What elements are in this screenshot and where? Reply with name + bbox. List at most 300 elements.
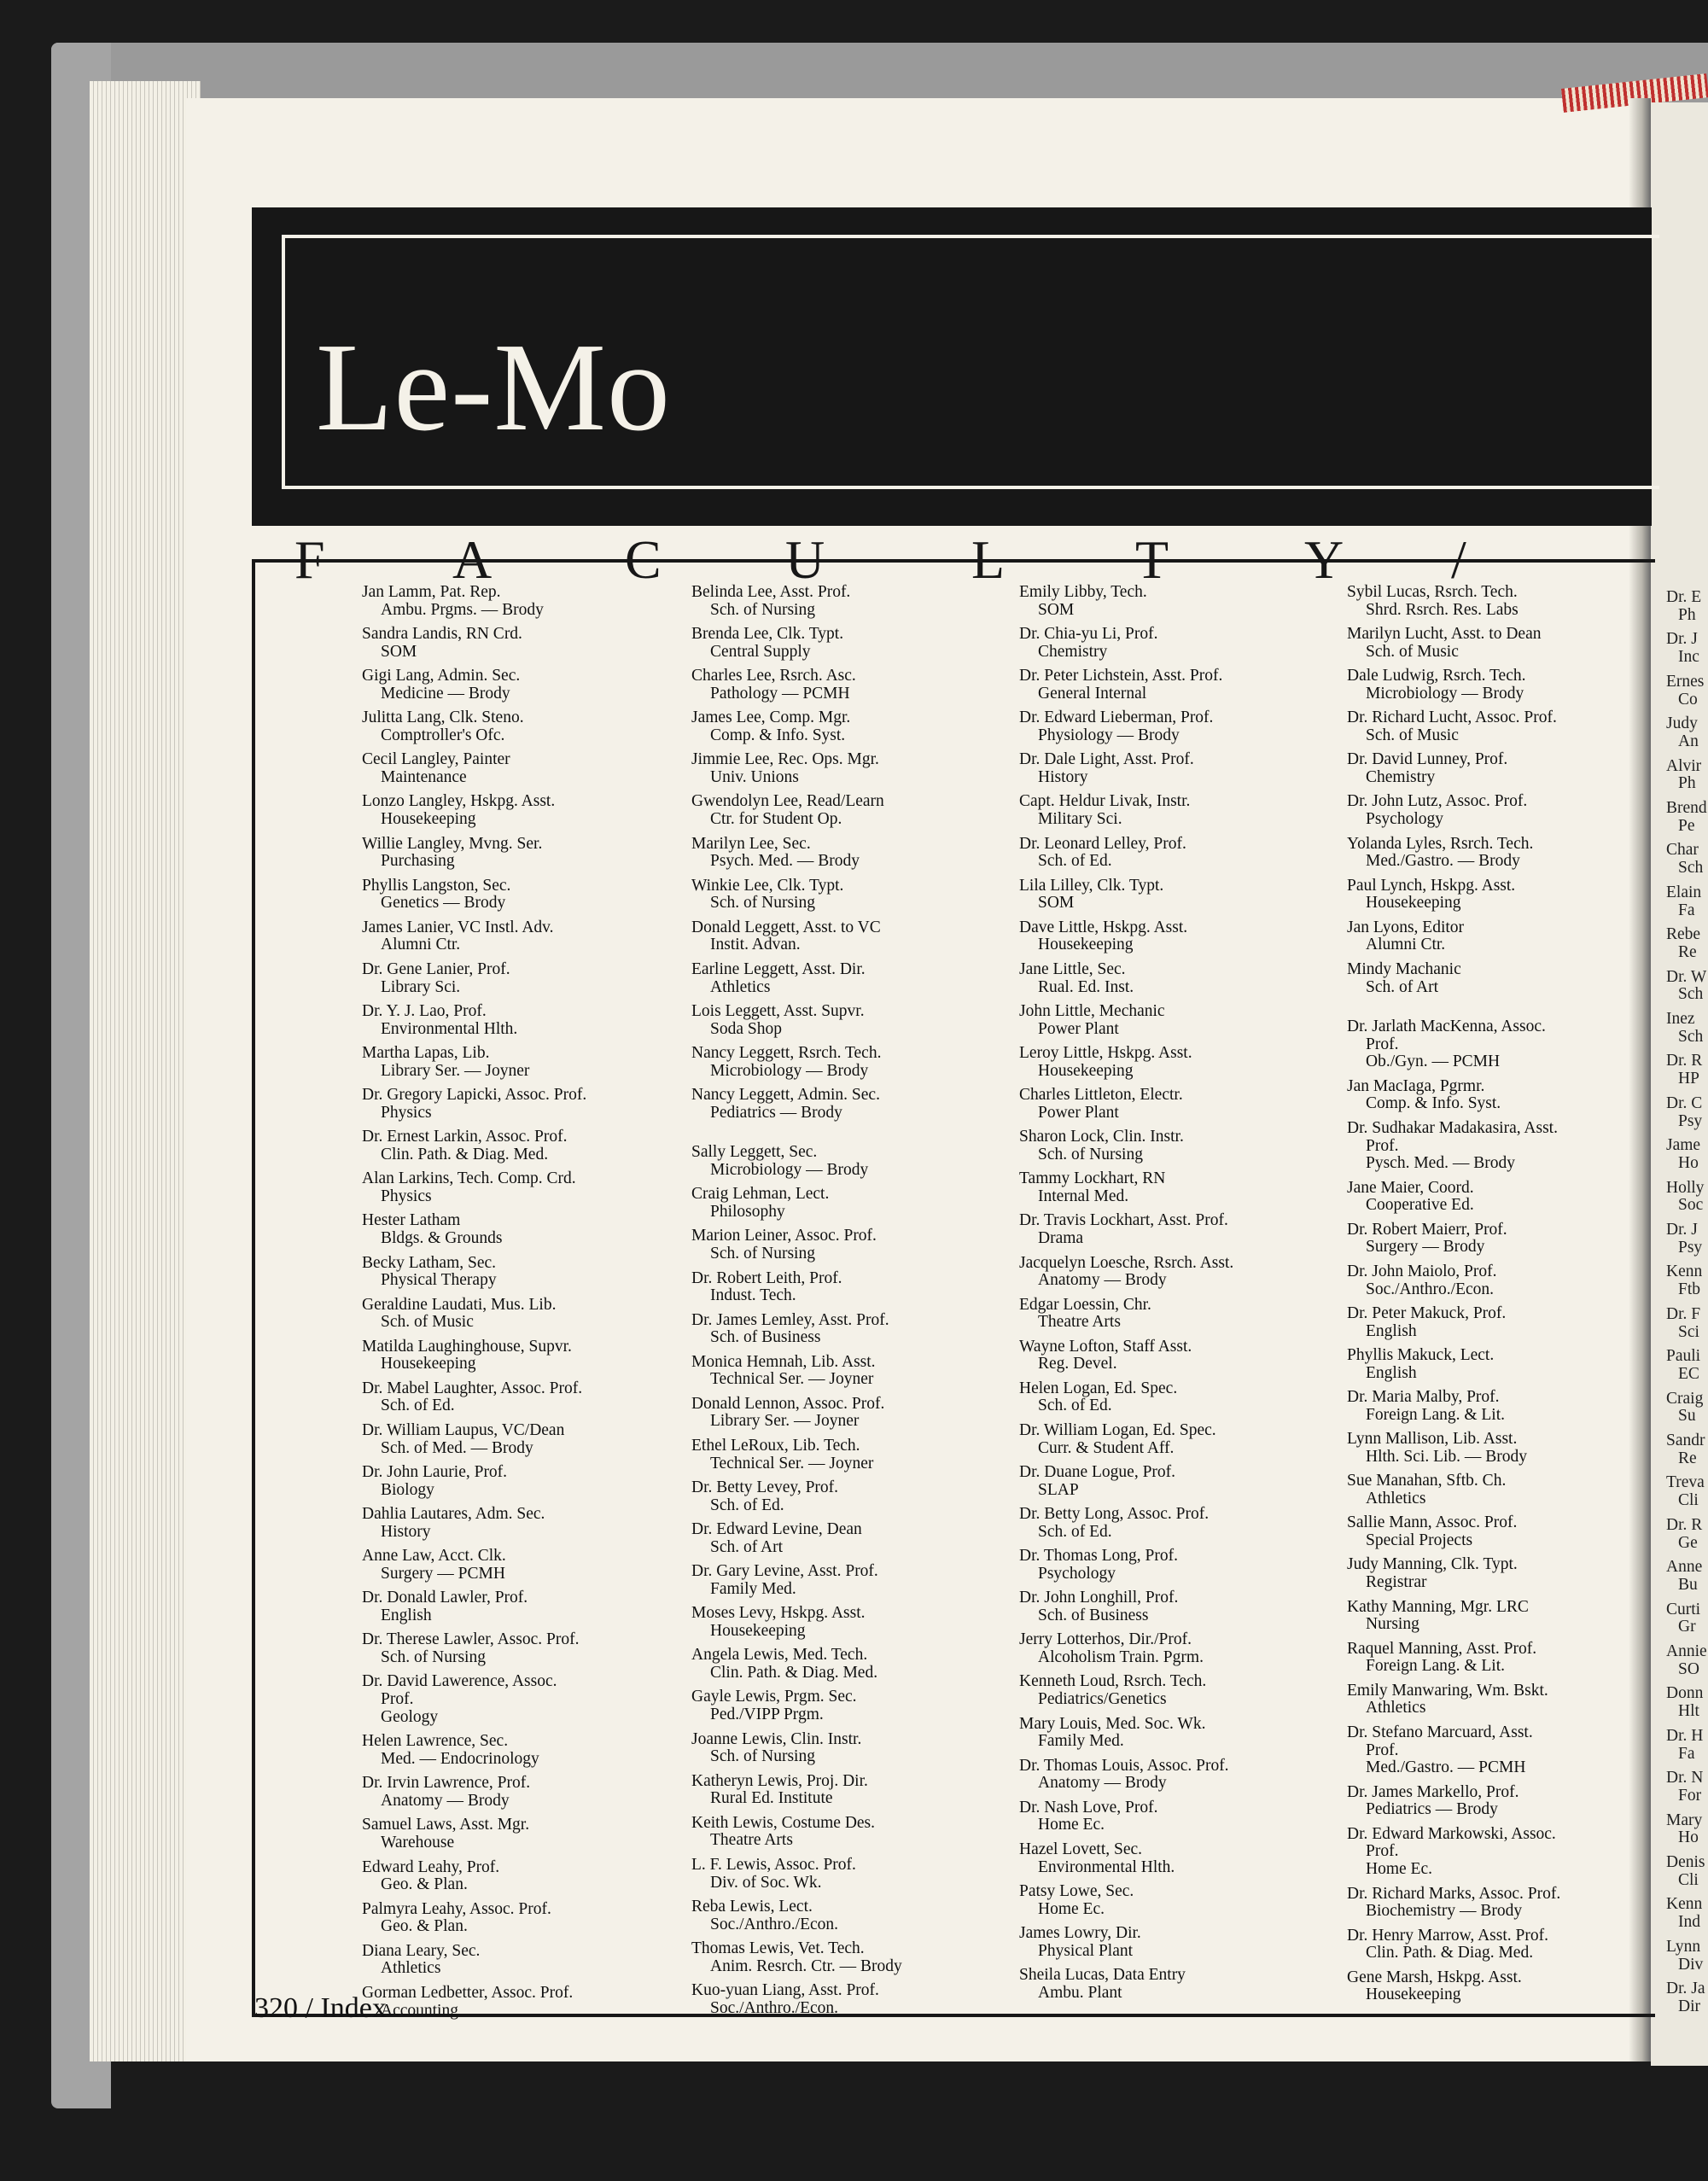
fragment-line: Fa: [1678, 1744, 1695, 1763]
entry-department: Anatomy — Brody: [1038, 1271, 1167, 1290]
section-letter: /: [1451, 529, 1466, 590]
index-entry: [1347, 1180, 1663, 1215]
entry-name: Monica Hemnah, Lib. Asst.: [691, 1352, 876, 1371]
fragment-line: Sch: [1678, 1027, 1704, 1046]
entry-department: Sch. of Art: [710, 1537, 784, 1556]
entry-department: Chemistry: [1366, 768, 1436, 787]
entry-name: Palmyra Leahy, Assoc. Prof.: [362, 1899, 551, 1918]
entry-department: Chemistry: [1038, 642, 1108, 661]
entry-department: Microbiology — Brody: [1366, 684, 1524, 703]
index-entry: [362, 1128, 678, 1163]
entry-name: Dr. William Logan, Ed. Spec.: [1019, 1420, 1216, 1439]
fragment-line: Ernes: [1666, 672, 1705, 691]
fragment-line: Dr. R: [1666, 1515, 1703, 1534]
entry-name: James Lanier, VC Instl. Adv.: [362, 918, 554, 936]
entry-department: Hlth. Sci. Lib. — Brody: [1366, 1447, 1528, 1466]
fragment-line: Sandr: [1666, 1432, 1705, 1449]
entry-name: Dr. David Lunney, Prof.: [1347, 750, 1508, 769]
entry-department: Prof.: [1366, 1035, 1399, 1053]
fragment-line: Dr. C: [1666, 1093, 1703, 1112]
entry-name: Geraldine Laudati, Mus. Lib.: [362, 1295, 557, 1314]
entry-name: Dr. James Markello, Prof.: [1347, 1782, 1519, 1801]
adjacent-entry-fragment: [1666, 1180, 1704, 1215]
entry-department: Comp. & Info. Syst.: [1366, 1094, 1501, 1113]
entry-department: Sch. of Business: [1038, 1606, 1149, 1624]
page-footer: 320 / Index: [254, 1992, 387, 2024]
entry-department: Sch. of Ed.: [1038, 1397, 1112, 1415]
index-entry: [1347, 793, 1663, 828]
fragment-line: Lynn: [1666, 1937, 1701, 1956]
fragment-line: Cli: [1678, 1870, 1699, 1889]
entry-department: Ctr. for Student Op.: [710, 810, 842, 829]
entry-department: Accounting: [381, 2001, 458, 2020]
entry-department: Nursing: [1366, 1615, 1419, 1634]
book-cover-top: [51, 43, 1708, 102]
entry-name: Dr. Richard Lucht, Assoc. Prof.: [1347, 709, 1557, 727]
entry-department: Comptroller's Ofc.: [381, 726, 505, 744]
index-entry: [691, 961, 1007, 996]
adjacent-entry-fragment: [1666, 1263, 1702, 1298]
entry-department: SOM: [381, 642, 417, 661]
index-entry: [1347, 1969, 1663, 2004]
adjacent-entry-fragment: [1666, 1559, 1702, 1594]
entry-department: Theatre Arts: [1038, 1313, 1121, 1332]
entry-department: Soc./Anthro./Econ.: [710, 1915, 839, 1933]
fragment-line: Pauli: [1666, 1347, 1701, 1366]
index-entry: [1019, 1925, 1335, 1960]
index-entry: [1347, 709, 1663, 744]
index-entry: [1347, 1389, 1663, 1424]
index-entry: [362, 1338, 678, 1373]
entry-department: Sch. of Nursing: [381, 1648, 486, 1667]
index-entry: [691, 1087, 1007, 1122]
index-entry: [362, 1775, 678, 1810]
entry-name: Helen Logan, Ed. Spec.: [1019, 1379, 1178, 1397]
entry-department: Soc./Anthro./Econ.: [1366, 1280, 1495, 1298]
entry-name: Sally Leggett, Sec.: [691, 1143, 818, 1162]
index-entry: [1019, 1716, 1335, 1751]
entry-department: Environmental Hlth.: [1038, 1857, 1175, 1876]
entry-name: Dave Little, Hskpg. Asst.: [1019, 918, 1188, 936]
index-entry: [1347, 1556, 1663, 1591]
entry-department: Housekeeping: [1038, 936, 1134, 954]
index-entry: [1019, 1548, 1335, 1583]
fragment-line: Denis: [1666, 1853, 1705, 1871]
adjacent-entry-fragment: [1666, 1432, 1705, 1467]
entry-name: Patsy Lowe, Sec.: [1019, 1881, 1134, 1900]
entry-name: Martha Lapas, Lib.: [362, 1044, 490, 1063]
entry-department: Sch. of Ed.: [1038, 1522, 1112, 1541]
entry-department: Athletics: [1366, 1699, 1426, 1717]
fragment-line: Gr: [1678, 1618, 1696, 1636]
entry-name: Dr. Nash Love, Prof.: [1019, 1798, 1158, 1817]
entry-department: Athletics: [710, 977, 771, 996]
adjacent-entry-fragment: [1666, 758, 1701, 793]
entry-name: Craig Lehman, Lect.: [691, 1185, 830, 1204]
entry-department: Prof.: [1366, 1741, 1399, 1759]
entry-department: Geo. & Plan.: [381, 1917, 468, 1936]
index-entry: [691, 1563, 1007, 1598]
entry-name: Dr. Duane Logue, Prof.: [1019, 1462, 1176, 1481]
entry-name: Jan Lyons, Editor: [1347, 918, 1465, 936]
entry-department: Biochemistry — Brody: [1366, 1902, 1523, 1921]
index-entry: [1347, 1263, 1663, 1298]
index-column-2: [691, 584, 1007, 2024]
fragment-line: Brend: [1666, 799, 1707, 817]
fragment-line: Judy: [1666, 714, 1698, 733]
entry-department: Pathology — PCMH: [710, 684, 850, 703]
index-entry: [1019, 961, 1335, 996]
entry-department: Sch. of Nursing: [710, 1747, 815, 1766]
entry-department: Pediatrics — Brody: [1366, 1800, 1498, 1819]
adjacent-entry-fragment: [1666, 1517, 1702, 1552]
entry-name: Dr. Edward Lieberman, Prof.: [1019, 709, 1214, 727]
index-entry: [1347, 836, 1663, 871]
fragment-line: Donn: [1666, 1684, 1704, 1703]
entry-name: Dr. John Lutz, Assoc. Prof.: [1347, 792, 1528, 811]
fragment-line: Kenn: [1666, 1895, 1703, 1914]
fragment-line: Inc: [1678, 648, 1699, 667]
entry-department: Ambu. Plant: [1038, 1983, 1122, 2002]
entry-name: Emily Libby, Tech.: [1019, 583, 1147, 601]
index-entry: [362, 584, 678, 619]
entry-department: Ambu. Prgms. — Brody: [381, 600, 544, 619]
fragment-line: Hlt: [1678, 1702, 1699, 1721]
adjacent-entry-fragment: [1666, 842, 1703, 877]
entry-department: Alcoholism Train. Pgrm.: [1038, 1648, 1204, 1667]
index-entry: [362, 626, 678, 661]
index-column-3: [1019, 584, 1335, 2009]
entry-department: Military Sci.: [1038, 810, 1122, 829]
entry-name: Dr. Robert Maierr, Prof.: [1347, 1220, 1507, 1239]
adjacent-entry-fragment: [1666, 926, 1700, 961]
entry-department: Technical Ser. — Joyner: [710, 1454, 874, 1472]
fragment-line: Pe: [1678, 816, 1695, 835]
fragment-line: Elain: [1666, 883, 1702, 901]
fragment-line: Dr. J: [1666, 630, 1698, 649]
entry-name: Leroy Little, Hskpg. Asst.: [1019, 1044, 1192, 1063]
index-entry: [362, 1297, 678, 1332]
index-entry: [691, 1437, 1007, 1472]
entry-department: Housekeeping: [1038, 1061, 1134, 1080]
index-entry: [1347, 668, 1663, 703]
entry-name: Gorman Ledbetter, Assoc. Prof.: [362, 1983, 574, 2002]
entry-name: Dr. Peter Makuck, Prof.: [1347, 1303, 1507, 1322]
index-entry: [1347, 1826, 1663, 1879]
index-entry: [362, 1985, 678, 2020]
adjacent-entry-fragment: [1666, 1770, 1703, 1805]
index-entry: [691, 1354, 1007, 1389]
index-entry: [1347, 1682, 1663, 1717]
entry-department: Psychology: [1038, 1564, 1116, 1583]
index-entry: [362, 709, 678, 744]
index-entry: [1019, 584, 1335, 619]
adjacent-entry-fragment: [1666, 1095, 1702, 1130]
adjacent-entry-fragment: [1666, 1854, 1705, 1889]
index-entry: [1019, 1087, 1335, 1122]
index-entry: [1347, 1724, 1663, 1777]
entry-department: Theatre Arts: [710, 1831, 793, 1850]
fragment-line: Dr. E: [1666, 588, 1702, 606]
entry-name: Becky Latham, Sec.: [362, 1253, 497, 1272]
entry-department: Biology: [381, 1480, 434, 1499]
index-entry: [1019, 1506, 1335, 1541]
entry-name: James Lowry, Dir.: [1019, 1924, 1141, 1942]
entry-name: Phyllis Langston, Sec.: [362, 876, 511, 895]
adjacent-entry-fragment: [1666, 1306, 1700, 1341]
entry-name: Judy Manning, Clk. Typt.: [1347, 1555, 1518, 1574]
entry-department: Med./Gastro. — PCMH: [1366, 1758, 1526, 1777]
entry-name: Dr. Maria Malby, Prof.: [1347, 1388, 1500, 1407]
index-entry: [1347, 1078, 1663, 1113]
index-entry: [691, 1045, 1007, 1080]
fragment-line: Cli: [1678, 1491, 1699, 1510]
section-letter: L: [971, 529, 1006, 590]
entry-name: Nancy Leggett, Admin. Sec.: [691, 1086, 880, 1105]
index-entry: [362, 1733, 678, 1768]
index-entry: [1019, 1128, 1335, 1163]
entry-name: Dr. Sudhakar Madakasira, Asst.: [1347, 1118, 1558, 1137]
entry-department: SLAP: [1038, 1480, 1079, 1499]
entry-department: Pysch. Med. — Brody: [1366, 1154, 1515, 1173]
entry-name: Sallie Mann, Assoc. Prof.: [1347, 1513, 1518, 1532]
entry-department: Power Plant: [1038, 1019, 1119, 1038]
entry-name: Anne Law, Acct. Clk.: [362, 1547, 506, 1566]
index-entry: [691, 793, 1007, 828]
fragment-line: Char: [1666, 841, 1699, 860]
index-entry: [691, 626, 1007, 661]
entry-department: Maintenance: [381, 768, 467, 787]
entry-department: Athletics: [381, 1959, 441, 1978]
entry-department: Soc./Anthro./Econ.: [710, 1998, 839, 2017]
fragment-line: Sci: [1678, 1322, 1699, 1341]
index-entry: [362, 1255, 678, 1290]
entry-department: Physical Plant: [1038, 1941, 1134, 1960]
entry-name: Lonzo Langley, Hskpg. Asst.: [362, 792, 556, 811]
index-entry: [362, 836, 678, 871]
fragment-line: Dr. R: [1666, 1052, 1703, 1070]
fragment-line: Rebe: [1666, 925, 1701, 944]
adjacent-entry-fragment: [1666, 1011, 1703, 1046]
adjacent-entry-fragment: [1666, 1896, 1702, 1931]
entry-name: Dr. Travis Lockhart, Asst. Prof.: [1019, 1211, 1228, 1230]
entry-name: Keith Lewis, Costume Des.: [691, 1813, 876, 1832]
entry-name: Capt. Heldur Livak, Instr.: [1019, 792, 1191, 811]
index-entry: [691, 1898, 1007, 1933]
entry-name: Dale Ludwig, Rsrch. Tech.: [1347, 667, 1526, 685]
fragment-line: Ph: [1678, 774, 1696, 793]
fragment-line: Dr. W: [1666, 967, 1707, 986]
fragment-line: Ftb: [1678, 1280, 1701, 1299]
entry-name: Donald Leggett, Asst. to VC: [691, 918, 881, 936]
entry-name: Brenda Lee, Clk. Typt.: [691, 625, 844, 644]
entry-department: Foreign Lang. & Lit.: [1366, 1405, 1506, 1424]
entry-department: Foreign Lang. & Lit.: [1366, 1657, 1506, 1676]
fragment-line: Treva: [1666, 1473, 1705, 1492]
index-entry: [1019, 919, 1335, 954]
index-entry: [1019, 1170, 1335, 1205]
entry-name: Dr. John Maiolo, Prof.: [1347, 1262, 1497, 1280]
fragment-line: Su: [1678, 1407, 1696, 1426]
index-entry: [691, 1479, 1007, 1514]
entry-department: General Internal: [1038, 684, 1147, 703]
index-entry: [1347, 1886, 1663, 1921]
entry-name: Dr. David Lawerence, Assoc.: [362, 1672, 557, 1691]
entry-department: Technical Ser. — Joyner: [710, 1370, 874, 1389]
entry-name: Winkie Lee, Clk. Typt.: [691, 876, 844, 895]
fragment-line: Psy: [1678, 1111, 1703, 1130]
entry-department: Div. of Soc. Wk.: [710, 1873, 822, 1892]
entry-department: Sch. of Nursing: [710, 894, 815, 913]
entry-name: Jane Little, Sec.: [1019, 959, 1126, 978]
entry-department: Microbiology — Brody: [710, 1061, 869, 1080]
entry-department: Sch. of Music: [381, 1313, 474, 1332]
entry-name: Matilda Laughinghouse, Supvr.: [362, 1337, 572, 1356]
entry-department: English: [1366, 1363, 1417, 1382]
entry-department: Drama: [1038, 1229, 1084, 1248]
index-entry: [691, 1982, 1007, 2017]
entry-name: Lois Leggett, Asst. Supvr.: [691, 1001, 865, 1020]
fragment-line: EC: [1678, 1364, 1699, 1383]
fragment-line: Kenn: [1666, 1263, 1703, 1281]
entry-department: Warehouse: [381, 1834, 455, 1852]
adjacent-entry-fragment: [1666, 715, 1699, 750]
entry-department: Psychology: [1366, 810, 1444, 829]
index-entry: [1019, 709, 1335, 744]
entry-department: Microbiology — Brody: [710, 1160, 869, 1179]
index-entry: [691, 1857, 1007, 1892]
entry-department: Surgery — PCMH: [381, 1564, 505, 1583]
entry-name: Dr. Edward Markowski, Assoc.: [1347, 1824, 1556, 1843]
entry-name: Charles Littleton, Electr.: [1019, 1086, 1183, 1105]
entry-department: Housekeeping: [381, 810, 476, 829]
index-entry: [691, 751, 1007, 786]
entry-department: Clin. Path. & Diag. Med.: [381, 1145, 549, 1163]
entry-name: Thomas Lewis, Vet. Tech.: [691, 1939, 865, 1957]
entry-name: Charles Lee, Rsrch. Asc.: [691, 667, 856, 685]
entry-name: Dr. Richard Marks, Assoc. Prof.: [1347, 1884, 1561, 1903]
entry-name: Sue Manahan, Sftb. Ch.: [1347, 1472, 1507, 1490]
index-entry: [1019, 793, 1335, 828]
entry-department: Medicine — Brody: [381, 684, 510, 703]
entry-department: Prof.: [1366, 1842, 1399, 1861]
entry-department: Housekeeping: [710, 1621, 806, 1640]
index-entry: [1019, 836, 1335, 871]
index-entry: [691, 1688, 1007, 1723]
entry-name: Sheila Lucas, Data Entry: [1019, 1966, 1186, 1985]
entry-name: Dr. Robert Leith, Prof.: [691, 1268, 842, 1287]
entry-name: Alan Larkins, Tech. Comp. Crd.: [362, 1169, 576, 1188]
adjacent-entry-fragment: [1666, 1728, 1703, 1763]
entry-name: Dr. James Lemley, Asst. Prof.: [691, 1310, 889, 1329]
index-entry: [1347, 878, 1663, 913]
index-entry: [1019, 1841, 1335, 1876]
index-entry: [362, 1859, 678, 1894]
entry-name: Edgar Loessin, Chr.: [1019, 1295, 1151, 1314]
index-entry: [1019, 626, 1335, 661]
entry-department: Rual. Ed. Inst.: [1038, 977, 1134, 996]
index-entry: [1347, 584, 1663, 619]
index-entry: [362, 1464, 678, 1499]
entry-department: Pediatrics/Genetics: [1038, 1690, 1167, 1709]
entry-name: Dr. Peter Lichstein, Asst. Prof.: [1019, 667, 1223, 685]
fragment-line: Soc: [1678, 1196, 1704, 1215]
adjacent-entry-fragment: [1666, 1137, 1700, 1172]
entry-department: Genetics — Brody: [381, 894, 506, 913]
entry-department: Sch. of Med. — Brody: [381, 1438, 533, 1457]
entry-department: Anatomy — Brody: [381, 1792, 510, 1811]
entry-name: Dr. Gary Levine, Asst. Prof.: [691, 1562, 878, 1581]
entry-spacer: [1347, 1003, 1663, 1018]
adjacent-entry-fragment: [1666, 1348, 1700, 1383]
section-letter: C: [625, 529, 662, 590]
adjacent-entry-fragment: [1666, 1222, 1702, 1257]
entry-name: Willie Langley, Mvng. Ser.: [362, 834, 543, 853]
entry-name: Lila Lilley, Clk. Typt.: [1019, 876, 1164, 895]
index-entry: [1347, 1431, 1663, 1466]
index-entry: [362, 1943, 678, 1978]
entry-department: Univ. Unions: [710, 768, 799, 787]
entry-name: Dahlia Lautares, Adm. Sec.: [362, 1505, 545, 1524]
index-entry: [691, 836, 1007, 871]
index-entry: [1019, 1422, 1335, 1457]
entry-name: Kuo-yuan Liang, Asst. Prof.: [691, 1981, 879, 2000]
entry-name: Gayle Lewis, Prgm. Sec.: [691, 1688, 857, 1706]
entry-name: Jerry Lotterhos, Dir./Prof.: [1019, 1630, 1192, 1649]
index-entry: [691, 584, 1007, 619]
index-entry: [691, 1312, 1007, 1347]
index-entry: [362, 793, 678, 828]
adjacent-entry-fragment: [1666, 884, 1701, 919]
index-entry: [1019, 751, 1335, 786]
entry-name: Samuel Laws, Asst. Mgr.: [362, 1816, 530, 1834]
entry-department: Psych. Med. — Brody: [710, 852, 860, 871]
entry-department: Home Ec.: [1038, 1899, 1105, 1918]
entry-name: Joanne Lewis, Clin. Instr.: [691, 1729, 862, 1748]
fragment-line: Anne: [1666, 1558, 1703, 1577]
index-entry: [1019, 1255, 1335, 1290]
entry-name: James Lee, Comp. Mgr.: [691, 709, 851, 727]
index-entry: [362, 1170, 678, 1205]
adjacent-entry-fragment: [1666, 1643, 1707, 1678]
index-entry: [362, 1631, 678, 1666]
index-entry: [1019, 1297, 1335, 1332]
fragment-line: Sch: [1678, 985, 1704, 1004]
fragment-line: Dr. J: [1666, 1221, 1698, 1239]
fragment-line: Fa: [1678, 901, 1695, 919]
entry-department: Physics: [381, 1103, 432, 1122]
entry-name: Ethel LeRoux, Lib. Tech.: [691, 1436, 860, 1455]
entry-name: Jane Maier, Coord.: [1347, 1178, 1474, 1197]
entry-department: Family Med.: [1038, 1732, 1124, 1751]
entry-department: History: [381, 1522, 431, 1541]
entry-name: Diana Leary, Sec.: [362, 1941, 481, 1960]
entry-department: Curr. & Student Aff.: [1038, 1438, 1175, 1457]
entry-department: English: [1366, 1321, 1417, 1340]
fragment-line: Curti: [1666, 1600, 1701, 1618]
entry-department: Environmental Hlth.: [381, 1019, 518, 1038]
index-entry: [691, 1228, 1007, 1263]
entry-name: Dr. Gregory Lapicki, Assoc. Prof.: [362, 1086, 587, 1105]
entry-department: Pediatrics — Brody: [710, 1103, 842, 1122]
entry-name: Dr. John Longhill, Prof.: [1019, 1589, 1179, 1607]
index-entry: [1347, 751, 1663, 786]
index-entry: [691, 668, 1007, 703]
entry-name: Gene Marsh, Hskpg. Asst.: [1347, 1968, 1522, 1986]
section-letter: F: [294, 529, 325, 590]
index-entry: [1019, 1758, 1335, 1793]
entry-name: Dr. Jarlath MacKenna, Assoc.: [1347, 1017, 1546, 1035]
